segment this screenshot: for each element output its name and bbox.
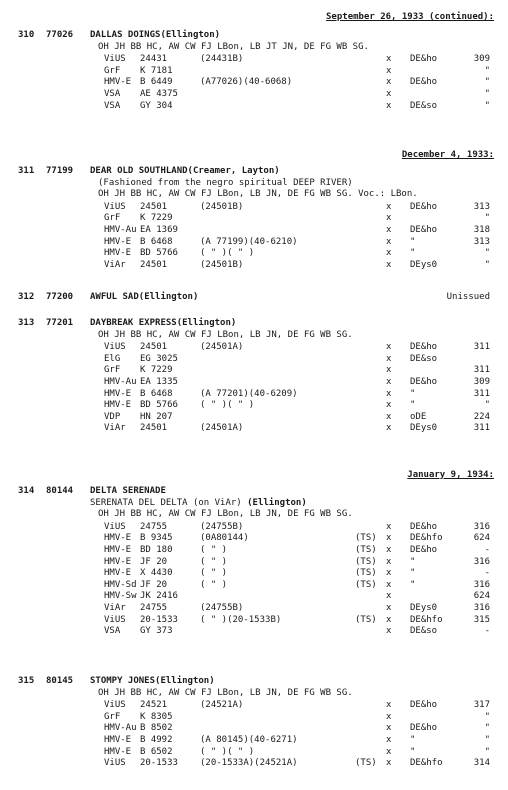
issue-label: GrF: [104, 365, 121, 376]
issue-mark: x: [386, 353, 392, 364]
entry-number: 310: [18, 30, 35, 40]
issue-page: 315: [473, 614, 490, 625]
issue-matrix-ref: (24431B): [200, 54, 244, 65]
composer: (Ellington): [138, 292, 199, 302]
issue-mark: x: [386, 423, 392, 434]
issue-source: DE&ho: [410, 225, 438, 235]
issue-mark: x: [386, 400, 392, 411]
issue-page: 313: [473, 236, 490, 247]
issue-label: ViAr: [104, 603, 126, 613]
issue-page: ": [484, 213, 490, 224]
issue-row: [0, 54, 508, 66]
issue-source: DE&ho: [410, 54, 438, 65]
matrix-number: 80144: [46, 486, 74, 496]
issue-row: [0, 568, 508, 580]
issue-page: ": [484, 248, 490, 259]
issue-label: HMV-E: [104, 545, 132, 555]
issue-label: GrF: [104, 65, 121, 76]
issue-page: -: [484, 626, 490, 637]
issue-label: HMV-E: [104, 400, 132, 411]
issue-matrix-ref: ( " ): [200, 579, 228, 590]
issue-catalog: B 6449: [140, 77, 173, 88]
entry-subtitle: SERENATA DEL DELTA (on ViAr) (Ellington): [90, 497, 307, 508]
unissued-note: Unissued: [446, 292, 490, 302]
issue-row: [0, 557, 508, 569]
issue-source: DEys0: [410, 423, 438, 434]
issue-mark: x: [386, 54, 392, 65]
issue-row: [0, 66, 508, 78]
matrix-number: 77199: [46, 166, 74, 176]
issue-catalog: EA 1335: [140, 377, 178, 387]
issue-source: DE&ho: [410, 723, 438, 734]
entry-title: AWFUL SAD: [90, 292, 139, 302]
issue-source: DEys0: [410, 603, 438, 613]
issue-row: [0, 712, 508, 724]
session-date: December 4, 1933:: [401, 150, 494, 160]
issue-matrix-ref: (A 80145)(40-6271): [200, 735, 298, 745]
issue-catalog: B 6468: [140, 388, 173, 399]
entry-title: DALLAS DOINGS: [90, 30, 161, 40]
issue-page: 224: [473, 411, 490, 422]
issue-source: DE&so: [410, 626, 438, 637]
issue-label: HMV-E: [104, 735, 132, 745]
issue-row: [0, 77, 508, 89]
issue-catalog: JF 20: [140, 579, 168, 590]
issue-page: -: [484, 545, 490, 555]
issue-page: ": [484, 259, 490, 270]
issue-source: ": [410, 746, 416, 757]
issue-catalog: K 8305: [140, 711, 173, 722]
issue-row: [0, 747, 508, 759]
issue-source: DE&ho: [410, 77, 438, 88]
issue-row: [0, 237, 508, 249]
issue-mark: x: [386, 411, 392, 422]
issue-page: ": [484, 711, 490, 722]
issue-ts: (TS): [355, 568, 377, 579]
issue-mark: x: [386, 521, 392, 532]
issue-matrix-ref: (24501A): [200, 342, 244, 353]
issue-mark: x: [386, 377, 392, 387]
issue-mark: x: [386, 213, 392, 224]
issue-source: ": [410, 556, 416, 567]
issue-row: [0, 365, 508, 377]
issue-ts: (TS): [355, 758, 377, 769]
entry-title: DELTA SERENADE: [90, 486, 166, 496]
composer: (Creamer, Layton): [187, 166, 280, 176]
issue-mark: x: [386, 568, 392, 579]
issue-mark: x: [386, 201, 392, 212]
entry-title: DEAR OLD SOUTHLAND: [90, 166, 188, 176]
personnel-line: OH JH BB HC, AW CW FJ LBon, LB JN, DE FG WB SG. Voc.: LBon.: [98, 189, 418, 200]
issue-page: 311: [473, 423, 490, 434]
issue-row: [0, 615, 508, 627]
issue-source: DE&ho: [410, 700, 438, 711]
session-date: January 9, 1934:: [407, 470, 494, 480]
entry-heading: [18, 486, 166, 496]
composer: (Ellington): [160, 30, 221, 40]
issue-source: DE&ho: [410, 377, 438, 387]
issue-matrix-ref: (A 77199)(40-6210): [200, 236, 298, 247]
issue-label: HMV-E: [104, 746, 132, 757]
issue-label: HMV-E: [104, 248, 132, 259]
composer: (Ellington): [155, 676, 215, 686]
issue-matrix-ref: ( " ): [200, 556, 228, 567]
issue-matrix-ref: (24501B): [200, 259, 244, 270]
matrix-number: 80145: [46, 676, 74, 686]
entry-heading: [18, 318, 236, 328]
issue-ts: (TS): [355, 545, 377, 555]
issue-row: [0, 758, 508, 770]
composer: (Ellington): [241, 497, 307, 508]
issue-catalog: B 4992: [140, 735, 173, 745]
issue-catalog: JF 20: [140, 556, 168, 567]
issue-mark: x: [386, 388, 392, 399]
issue-page: 316: [473, 556, 490, 567]
issue-page: ": [484, 723, 490, 734]
issue-catalog: 24755: [140, 521, 168, 532]
issue-mark: x: [386, 700, 392, 711]
issue-label: GrF: [104, 711, 121, 722]
issue-page: 314: [473, 758, 490, 769]
issue-matrix-ref: (24501A): [200, 423, 244, 434]
issue-row: [0, 389, 508, 401]
entry-number: 315: [18, 676, 35, 686]
issue-mark: x: [386, 746, 392, 757]
issue-label: ViUS: [104, 342, 126, 353]
issue-page: ": [484, 400, 490, 411]
issue-catalog: B 6468: [140, 236, 173, 247]
issue-mark: x: [386, 556, 392, 567]
issue-row: [0, 213, 508, 225]
issue-mark: x: [386, 735, 392, 745]
issue-mark: x: [386, 248, 392, 259]
issue-row: [0, 342, 508, 354]
entry-number: 313: [18, 318, 35, 328]
issue-label: VSA: [104, 626, 121, 637]
issue-catalog: 24501: [140, 423, 168, 434]
issue-label: ViUS: [104, 758, 126, 769]
issue-page: ": [484, 746, 490, 757]
issue-source: ": [410, 579, 416, 590]
issue-catalog: 24501: [140, 201, 168, 212]
issue-row: [0, 354, 508, 366]
issue-catalog: K 7181: [140, 65, 173, 76]
issue-matrix-ref: (A77026)(40-6068): [200, 77, 293, 88]
issue-mark: x: [386, 236, 392, 247]
issue-mark: x: [386, 89, 392, 99]
issue-label: HMV-Au: [104, 225, 137, 235]
issue-matrix-ref: ( " ): [200, 568, 228, 579]
issue-label: HMV-E: [104, 388, 132, 399]
issue-source: DE&ho: [410, 342, 438, 353]
issue-catalog: 24431: [140, 54, 168, 65]
issue-matrix-ref: (24521A): [200, 700, 244, 711]
issue-source: DE&ho: [410, 545, 438, 555]
issue-mark: x: [386, 545, 392, 555]
issue-catalog: B 8502: [140, 723, 173, 734]
issue-row: [0, 591, 508, 603]
issue-catalog: B 9345: [140, 533, 173, 544]
issue-catalog: 20-1533: [140, 614, 178, 625]
issue-catalog: 24755: [140, 603, 168, 613]
issue-catalog: K 7229: [140, 365, 173, 376]
matrix-number: 77026: [46, 30, 74, 40]
issue-catalog: GY 304: [140, 100, 173, 111]
issue-source: DE&so: [410, 353, 438, 364]
issue-page: ": [484, 100, 490, 111]
issue-row: [0, 423, 508, 435]
issue-mark: x: [386, 711, 392, 722]
issue-page: 309: [473, 377, 490, 387]
issue-page: 311: [473, 388, 490, 399]
personnel-line: OH JH BB HC, AW CW FJ LBon, LB JN, DE FG WB SG.: [98, 687, 353, 698]
issue-ts: (TS): [355, 533, 377, 544]
issue-mark: x: [386, 342, 392, 353]
issue-catalog: BD 5766: [140, 400, 178, 411]
issue-page: 316: [473, 603, 490, 613]
issue-row: [0, 522, 508, 534]
issue-source: ": [410, 735, 416, 745]
issue-catalog: BD 5766: [140, 248, 178, 259]
issue-row: [0, 545, 508, 557]
issue-page: ": [484, 65, 490, 76]
issue-page: -: [484, 568, 490, 579]
issue-page: 311: [473, 365, 490, 376]
personnel-line: OH JH BB HC, AW CW FJ LBon, LB JN, DE FG WB SG.: [98, 509, 353, 520]
issue-source: DE&ho: [410, 521, 438, 532]
issue-label: HMV-Au: [104, 723, 137, 734]
issue-source: ": [410, 388, 416, 399]
entry-heading: [18, 166, 280, 176]
issue-label: HMV-Sw: [104, 591, 137, 602]
issue-row: [0, 260, 508, 272]
entry-title: DAYBREAK EXPRESS: [90, 318, 177, 328]
issue-catalog: B 6502: [140, 746, 173, 757]
issue-catalog: 20-1533: [140, 758, 178, 769]
issue-catalog: AE 4375: [140, 89, 178, 99]
issue-row: [0, 735, 508, 747]
issue-page: ": [484, 77, 490, 88]
issue-catalog: HN 207: [140, 411, 173, 422]
issue-catalog: BD 180: [140, 545, 173, 555]
issue-catalog: EA 1369: [140, 225, 178, 235]
issue-catalog: EG 3025: [140, 353, 178, 364]
entry-heading: [18, 676, 215, 686]
issue-label: HMV-E: [104, 533, 132, 544]
issue-label: ViUS: [104, 614, 126, 625]
issue-matrix-ref: ( " ): [200, 545, 228, 555]
personnel-line: OH JH BB HC, AW CW FJ LBon, LB JN, DE FG WB SG.: [98, 329, 353, 340]
issue-page: ": [484, 89, 490, 99]
issue-source: DE&hfo: [410, 614, 443, 625]
issue-mark: x: [386, 533, 392, 544]
issue-label: ElG: [104, 353, 121, 364]
entry-subtitle: (Fashioned from the negro spiritual DEEP RIVER): [98, 177, 353, 188]
issue-mark: x: [386, 365, 392, 376]
issue-source: oDE: [410, 411, 427, 422]
issue-row: [0, 225, 508, 237]
issue-row: [0, 700, 508, 712]
entry-number: 311: [18, 166, 35, 176]
issue-source: ": [410, 248, 416, 259]
issue-label: HMV-E: [104, 77, 132, 88]
issue-catalog: 24501: [140, 342, 168, 353]
issue-catalog: X 4430: [140, 568, 173, 579]
issue-label: VSA: [104, 100, 121, 111]
issue-catalog: K 7229: [140, 213, 173, 224]
issue-page: 624: [473, 533, 490, 544]
issue-page: 313: [473, 201, 490, 212]
issue-matrix-ref: ( " )( " ): [200, 248, 255, 259]
issue-mark: x: [386, 614, 392, 625]
issue-row: [0, 603, 508, 615]
issue-matrix-ref: (A 77201)(40-6209): [200, 388, 298, 399]
issue-source: ": [410, 400, 416, 411]
issue-row: [0, 377, 508, 389]
issue-source: DE&so: [410, 100, 438, 111]
issue-page: 316: [473, 521, 490, 532]
issue-page: 311: [473, 342, 490, 353]
issue-mark: x: [386, 77, 392, 88]
issue-source: DE&hfo: [410, 533, 443, 544]
composer: (Ellington): [176, 318, 237, 328]
issue-row: [0, 400, 508, 412]
issue-label: ViAr: [104, 259, 126, 270]
issue-catalog: 24521: [140, 700, 168, 711]
issue-source: ": [410, 236, 416, 247]
issue-ts: (TS): [355, 579, 377, 590]
issue-page: 318: [473, 225, 490, 235]
issue-matrix-ref: (20-1533A)(24521A): [200, 758, 298, 769]
issue-page: 309: [473, 54, 490, 65]
session-date: September 26, 1933 (continued):: [326, 12, 494, 22]
issue-label: ViUS: [104, 201, 126, 212]
issue-label: VSA: [104, 89, 121, 99]
issue-row: [0, 412, 508, 424]
issue-label: HMV-E: [104, 556, 132, 567]
entry-number: 312: [18, 292, 35, 302]
issue-catalog: JK 2416: [140, 591, 178, 602]
issue-label: ViAr: [104, 423, 126, 434]
issue-source: ": [410, 568, 416, 579]
issue-label: GrF: [104, 213, 121, 224]
entry-heading: [18, 292, 198, 302]
issue-matrix-ref: (0A80144): [200, 533, 249, 544]
issue-label: ViUS: [104, 700, 126, 711]
issue-label: VDP: [104, 411, 121, 422]
issue-mark: x: [386, 723, 392, 734]
matrix-number: 77200: [46, 292, 74, 302]
personnel-line: OH JH BB HC, AW CW FJ LBon, LB JT JN, DE FG WB SG.: [98, 41, 369, 52]
issue-matrix-ref: ( " )( " ): [200, 400, 255, 411]
issue-mark: x: [386, 603, 392, 613]
issue-row: [0, 723, 508, 735]
issue-ts: (TS): [355, 614, 377, 625]
issue-row: [0, 101, 508, 113]
issue-mark: x: [386, 259, 392, 270]
issue-label: HMV-E: [104, 236, 132, 247]
entry-heading: [18, 30, 220, 40]
issue-row: [0, 248, 508, 260]
issue-catalog: 24501: [140, 259, 168, 270]
issue-mark: x: [386, 225, 392, 235]
issue-catalog: GY 373: [140, 626, 173, 637]
issue-row: [0, 533, 508, 545]
entry-title: STOMPY JONES: [90, 676, 156, 686]
issue-label: HMV-Sd: [104, 579, 137, 590]
issue-source: DE&ho: [410, 201, 438, 212]
issue-ts: (TS): [355, 556, 377, 567]
entry-number: 314: [18, 486, 35, 496]
issue-page: 316: [473, 579, 490, 590]
issue-page: 624: [473, 591, 490, 602]
issue-row: [0, 626, 508, 638]
issue-matrix-ref: (24501B): [200, 201, 244, 212]
issue-mark: x: [386, 626, 392, 637]
issue-mark: x: [386, 758, 392, 769]
issue-matrix-ref: (24755B): [200, 603, 244, 613]
issue-mark: x: [386, 579, 392, 590]
issue-row: [0, 202, 508, 214]
matrix-number: 77201: [46, 318, 74, 328]
issue-label: ViUS: [104, 54, 126, 65]
issue-source: DE&hfo: [410, 758, 443, 769]
issue-mark: x: [386, 65, 392, 76]
issue-matrix-ref: (24755B): [200, 521, 244, 532]
issue-label: HMV-E: [104, 568, 132, 579]
issue-row: [0, 580, 508, 592]
issue-matrix-ref: ( " )( " ): [200, 746, 255, 757]
issue-page: ": [484, 735, 490, 745]
issue-matrix-ref: ( " )(20-1533B): [200, 614, 282, 625]
issue-row: [0, 89, 508, 101]
issue-mark: x: [386, 591, 392, 602]
issue-page: 317: [473, 700, 490, 711]
issue-label: HMV-Au: [104, 377, 137, 387]
issue-label: ViUS: [104, 521, 126, 532]
issue-mark: x: [386, 100, 392, 111]
issue-source: DEys0: [410, 259, 438, 270]
